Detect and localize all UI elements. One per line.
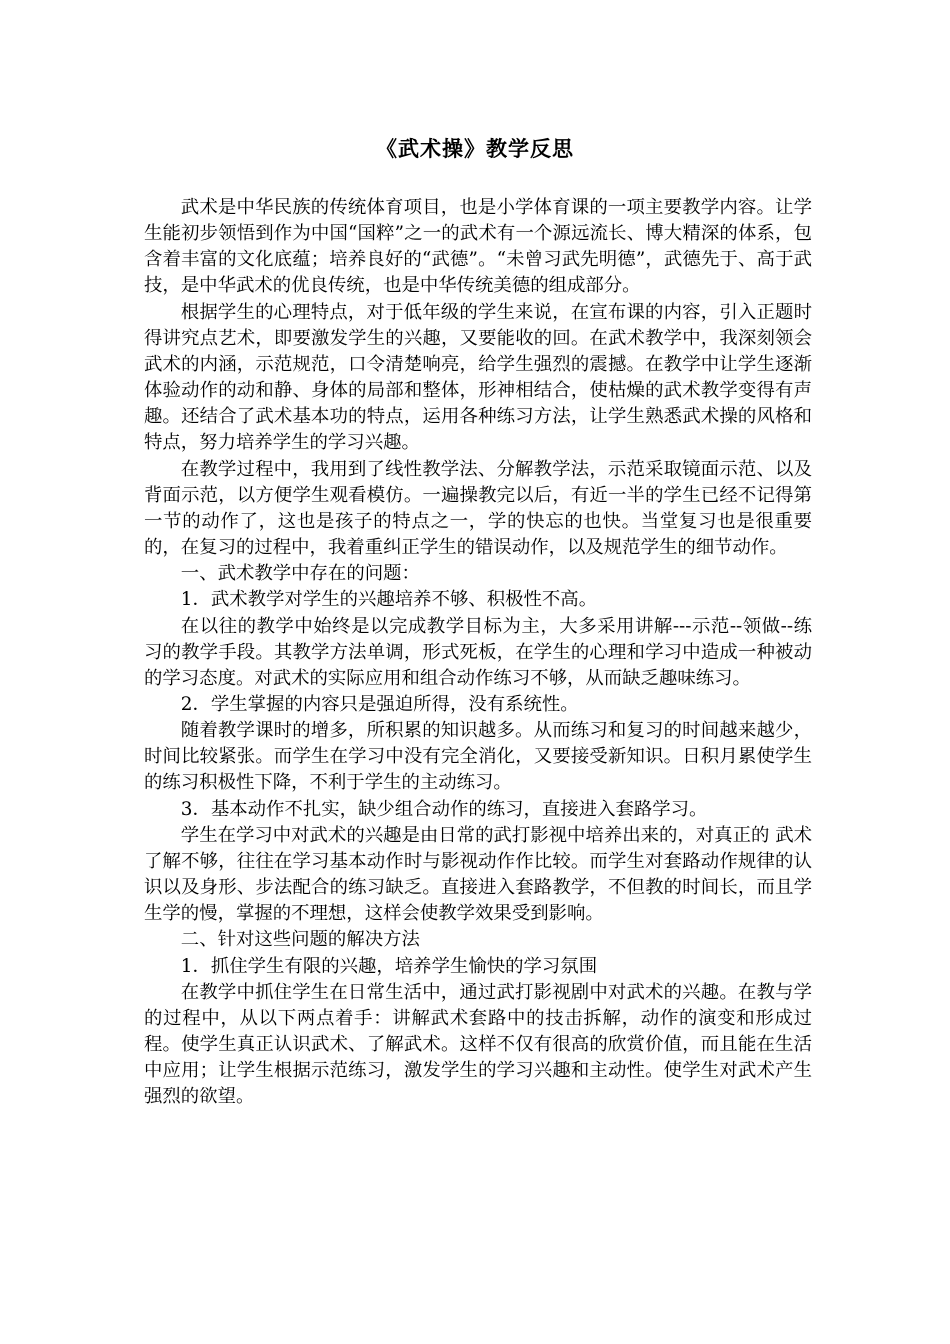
problem-3-text: 学生在学习中对武术的兴趣是由日常的武打影视中培养出来的，对真正的 武术了解不够，往往在学习基本动作时与影视动作作比较。而学生对套路动作规律的认识以及身形、步法配合的练习缺乏。直接进入套路教学，不但教的时间长，而且学生学的慢，掌握的不理想，这样会使教学效果受到影响。 — [144, 824, 812, 925]
solution-1-heading: 1．抓住学生有限的兴趣，培养学生愉快的学习氛围 — [180, 955, 598, 977]
document-body — [144, 195, 812, 1110]
problem-3-heading: 3．基本动作不扎实，缺少组合动作的练习，直接进入套路学习。 — [180, 798, 708, 820]
problem-1-heading: 1．武术教学对学生的兴趣培养不够、积极性不高。 — [180, 589, 598, 611]
problem-1-text: 在以往的教学中始终是以完成教学目标为主，大多采用讲解---示范--领做--练习的教学手段。其教学方法单调，形式死板，在学生的心理和学习中造成一种被动的学习态度。对武术的实际应用和组合动作练习不够，从而缺乏趣味练习。 — [144, 615, 812, 689]
problem-2-heading: 2．学生掌握的内容只是强迫所得，没有系统性。 — [180, 693, 579, 715]
section-heading-problems: 一、武术教学中存在的问题： — [180, 563, 420, 585]
document-title: 《武术操》教学反思 — [376, 136, 574, 161]
paragraph-2: 根据学生的心理特点，对于低年级的学生来说，在宣布课的内容，引入正题时得讲究点艺术，即要激发学生的兴趣，又要能收的回。在武术教学中，我深刻领会武术的内涵，示范规范，口令清楚响亮，给学生强烈的震撼。在教学中让学生逐渐体验动作的动和静、身体的局部和整体，形神相结合，使枯燥的武术教学变得有声趣。还结合了武术基本功的特点，运用各种练习方法，让学生熟悉武术操的风格和特点，努力培养学生的学习兴趣。 — [144, 301, 812, 454]
solution-1-text: 在教学中抓住学生在日常生活中，通过武打影视剧中对武术的兴趣。在教与学的过程中，从以下两点着手：讲解武术套路中的技击拆解，动作的演变和形成过程。使学生真正认识武术、了解武术。这样不仅有很高的欣赏价值，而且能在生活中应用；让学生根据示范练习，激发学生的学习兴趣和主动性。使学生对武术产生强烈的欲望。 — [144, 981, 812, 1108]
section-heading-solutions: 二、针对这些问题的解决方法 — [180, 929, 420, 951]
problem-2-text: 随着教学课时的增多，所积累的知识越多。从而练习和复习的时间越来越少，时间比较紧张。而学生在学习中没有完全消化，又要接受新知识。日积月累使学生的练习积极性下降，不利于学生的主动练习。 — [144, 720, 812, 794]
paragraph-3: 在教学过程中，我用到了线性教学法、分解教学法，示范采取镜面示范、以及背面示范，以方便学生观看模仿。一遍操教完以后，有近一半的学生已经不记得第一节的动作了，这也是孩子的特点之一，学的快忘的也快。当堂复习也是很重要的，在复习的过程中，我着重纠正学生的错误动作，以及规范学生的细节动作。 — [144, 458, 812, 559]
paragraph-1: 武术是中华民族的传统体育项目，也是小学体育课的一项主要教学内容。让学生能初步领悟到作为中国“国粹”之一的武术有一个源远流长、博大精深的体系，包含着丰富的文化底蕴；培养良好的“武德”。“未曾习武先明德”，武德先于、高于武技，是中华武术的优良传统，也是中华传统美德的组成部分。 — [144, 197, 812, 297]
